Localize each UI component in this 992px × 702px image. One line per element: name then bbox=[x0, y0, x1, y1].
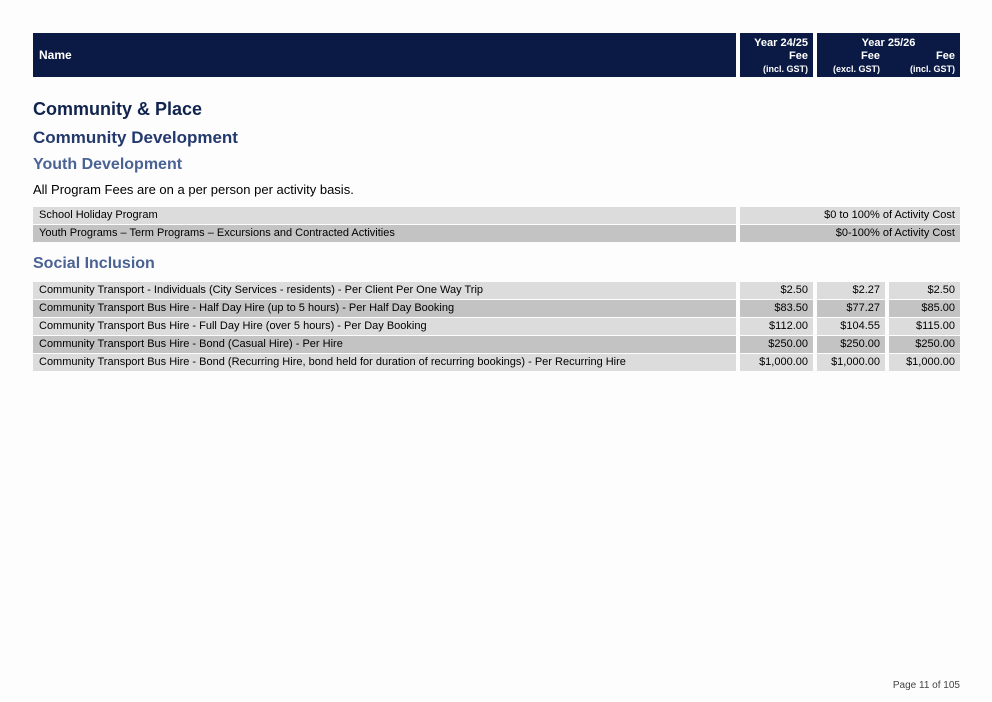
table-row bbox=[33, 336, 960, 353]
program-fees-note: All Program Fees are on a per person per activity basis. bbox=[33, 182, 354, 197]
table-row bbox=[33, 225, 960, 242]
fee-2526-incl: $250.00 bbox=[889, 336, 960, 353]
fee-2425: $112.00 bbox=[740, 318, 813, 335]
header-year2-gst-incl: (incl. GST) bbox=[910, 64, 955, 74]
header-year2-fee-incl: Fee bbox=[936, 50, 955, 62]
fee-2526-excl: $77.27 bbox=[817, 300, 885, 317]
fee-2526-excl: $250.00 bbox=[817, 336, 885, 353]
row-name: Community Transport Bus Hire - Full Day Hire (over 5 hours) - Per Day Booking bbox=[33, 318, 736, 335]
page-number: Page 11 of 105 bbox=[892, 680, 960, 691]
table-header bbox=[33, 33, 960, 77]
row-value: $0 to 100% of Activity Cost bbox=[740, 207, 960, 224]
table-row bbox=[33, 318, 960, 335]
fee-2526-incl: $2.50 bbox=[889, 282, 960, 299]
header-year1-label: Year 24/25 bbox=[754, 37, 808, 49]
row-name: Community Transport Bus Hire - Bond (Casual Hire) - Per Hire bbox=[33, 336, 736, 353]
table-row bbox=[33, 282, 960, 299]
fee-2425: $83.50 bbox=[740, 300, 813, 317]
header-year1-gst: (incl. GST) bbox=[763, 64, 808, 74]
header-year1-cell bbox=[740, 33, 813, 77]
row-name: Community Transport - Individuals (City Services - residents) - Per Client Per One Way Trip bbox=[33, 282, 736, 299]
fee-2425: $1,000.00 bbox=[740, 354, 813, 371]
header-year2-incl bbox=[889, 33, 960, 77]
youth-development-heading: Youth Development bbox=[33, 156, 183, 173]
header-year2-label: Year 25/26 bbox=[861, 37, 916, 49]
row-name: Community Transport Bus Hire - Bond (Recurring Hire, bond held for duration of recurring bookings) - Per Recurring Hire bbox=[33, 354, 736, 371]
fee-2526-incl: $85.00 bbox=[889, 300, 960, 317]
header-year2-gst-excl: (excl. GST) bbox=[832, 64, 880, 74]
fee-2526-excl: $2.27 bbox=[817, 282, 885, 299]
header-year2-cell bbox=[817, 33, 960, 77]
fee-2526-excl: $104.55 bbox=[817, 318, 885, 335]
header-year1-fee: Fee bbox=[789, 50, 808, 62]
section-heading: Community & Place bbox=[33, 99, 203, 119]
fee-2526-incl: $1,000.00 bbox=[889, 354, 960, 371]
table-row bbox=[33, 354, 960, 371]
fee-2526-incl: $115.00 bbox=[889, 318, 960, 335]
header-name-label: Name bbox=[39, 48, 72, 62]
social-inclusion-heading: Social Inclusion bbox=[33, 255, 155, 272]
row-name: School Holiday Program bbox=[33, 207, 736, 224]
header-year2-fee-excl: Fee bbox=[861, 50, 880, 62]
row-name: Youth Programs – Term Programs – Excursions and Contracted Activities bbox=[33, 225, 736, 242]
header-year2-excl bbox=[817, 33, 885, 77]
row-name: Community Transport Bus Hire - Half Day Hire (up to 5 hours) - Per Half Day Booking bbox=[33, 300, 736, 317]
fee-schedule-page bbox=[33, 33, 960, 368]
header-name-cell bbox=[33, 33, 736, 77]
table-row bbox=[33, 300, 960, 317]
subsection-heading: Community Development bbox=[33, 128, 238, 147]
row-value: $0-100% of Activity Cost bbox=[740, 225, 960, 242]
table-row bbox=[33, 207, 960, 224]
fee-2526-excl: $1,000.00 bbox=[817, 354, 885, 371]
fee-2425: $2.50 bbox=[740, 282, 813, 299]
fee-2425: $250.00 bbox=[740, 336, 813, 353]
